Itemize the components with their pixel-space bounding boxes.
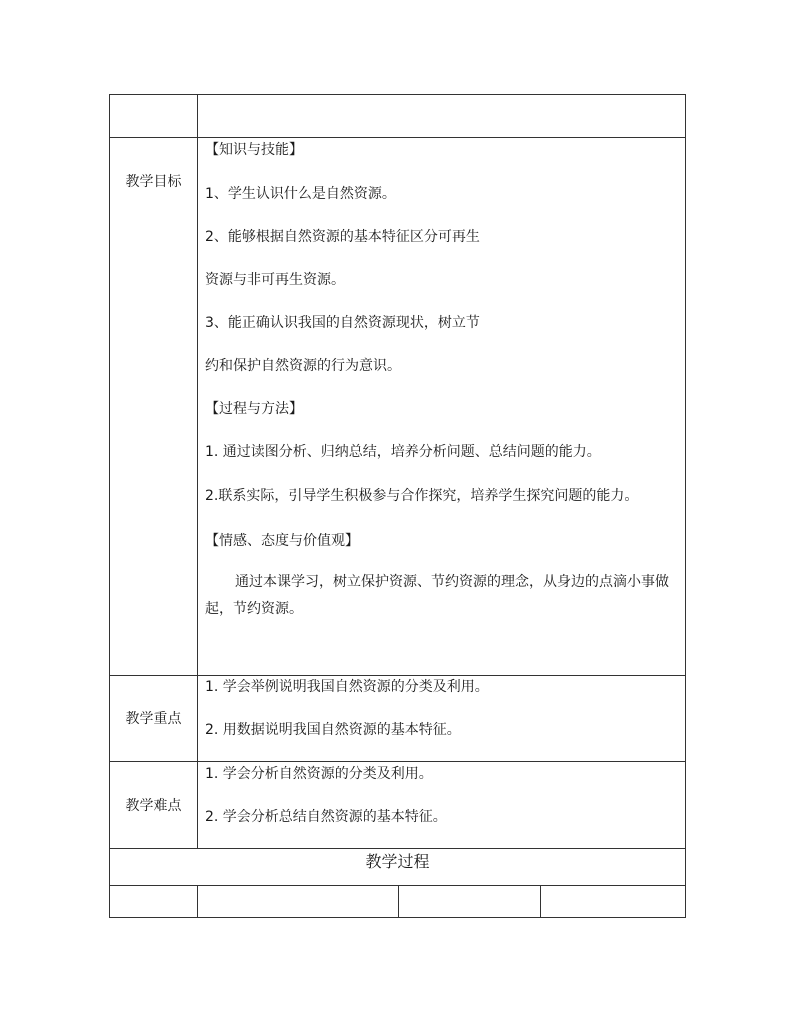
objectives-row xyxy=(110,138,686,676)
list-item: 通过本课学习，树立保护资源、节约资源的理念，从身边的点滴小事做起，节约资源。 xyxy=(205,574,669,617)
difficulties-row xyxy=(110,762,686,849)
empty-cell xyxy=(110,886,198,918)
list-item: 2、能够根据自然资源的基本特征区分可再生 xyxy=(205,229,480,245)
list-item: 2. 用数据说明我国自然资源的基本特征。 xyxy=(205,722,461,738)
difficulties-label-cell xyxy=(110,762,198,849)
list-item: 2. 学会分析总结自然资源的基本特征。 xyxy=(205,809,447,825)
process-title-row xyxy=(110,849,686,886)
list-item: 1. 学会举例说明我国自然资源的分类及利用。 xyxy=(205,679,489,695)
key-points-content-cell xyxy=(198,676,686,762)
list-item: 资源与非可再生资源。 xyxy=(205,272,345,288)
list-item: 3、能正确认识我国的自然资源现状，树立节 xyxy=(205,315,480,331)
list-item: 1. 通过读图分析、归纳总结，培养分析问题、总结问题的能力。 xyxy=(205,444,601,460)
section-heading: 【情感、态度与价值观】 xyxy=(205,533,359,549)
section-heading: 【过程与方法】 xyxy=(205,401,303,417)
objectives-content-cell xyxy=(198,138,686,676)
empty-header-row xyxy=(110,95,686,138)
difficulties-content-cell xyxy=(198,762,686,849)
list-item: 2.联系实际，引导学生积极参与合作探究，培养学生探究问题的能力。 xyxy=(205,488,639,504)
key-points-row xyxy=(110,676,686,762)
empty-cell xyxy=(110,95,198,138)
key-points-label: 教学重点 xyxy=(125,711,182,727)
list-item: 1、学生认识什么是自然资源。 xyxy=(205,186,396,202)
empty-cell xyxy=(198,95,686,138)
empty-process-row xyxy=(110,886,686,918)
process-title-cell xyxy=(110,849,686,886)
key-points-label-cell xyxy=(110,676,198,762)
process-title: 教学过程 xyxy=(365,852,430,871)
empty-cell xyxy=(198,886,399,918)
empty-cell xyxy=(541,886,686,918)
objectives-label-cell xyxy=(110,138,198,676)
section-heading: 【知识与技能】 xyxy=(205,142,303,158)
lesson-plan-table xyxy=(109,94,686,918)
difficulties-label: 教学难点 xyxy=(125,798,182,814)
objectives-label: 教学目标 xyxy=(125,174,182,190)
list-item: 1. 学会分析自然资源的分类及利用。 xyxy=(205,766,433,782)
empty-cell xyxy=(399,886,541,918)
list-item: 约和保护自然资源的行为意识。 xyxy=(205,358,401,374)
